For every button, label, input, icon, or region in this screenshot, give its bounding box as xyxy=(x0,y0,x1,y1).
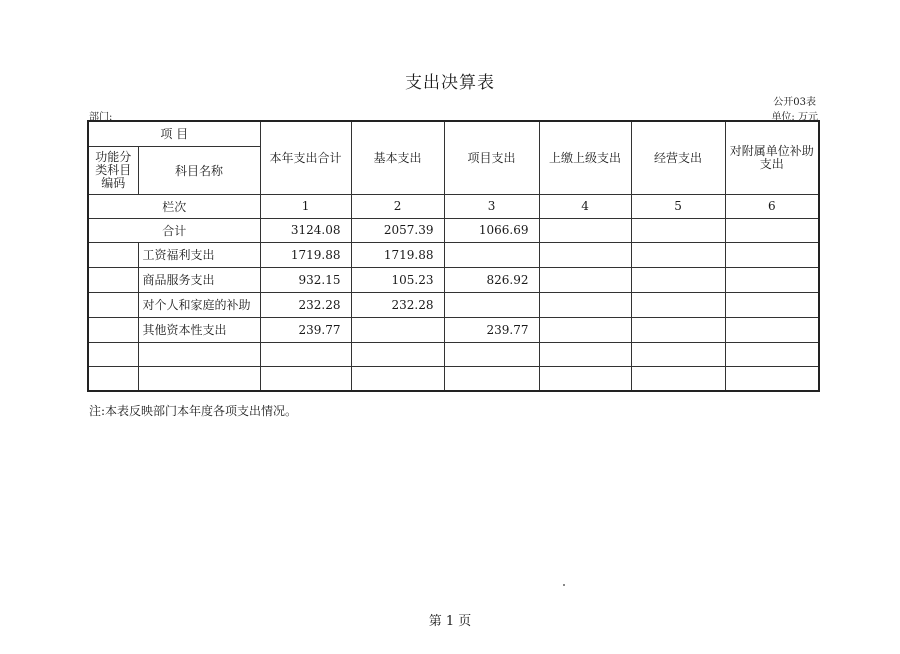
header-item: 项 目 xyxy=(88,121,260,146)
row-value: 239.77 xyxy=(260,317,351,342)
row-code xyxy=(88,342,138,366)
row-name xyxy=(138,342,260,366)
column-num: 4 xyxy=(539,194,631,218)
header-func-code: 功能分类科目编码 xyxy=(88,146,138,194)
row-value xyxy=(725,342,819,366)
row-value: 932.15 xyxy=(260,267,351,292)
row-name: 商品服务支出 xyxy=(138,267,260,292)
row-value xyxy=(725,292,819,317)
report-title: 支出决算表 xyxy=(405,73,495,93)
table-row xyxy=(88,292,819,317)
unit-label: 单位: 万元 xyxy=(771,112,818,123)
row-value xyxy=(444,366,539,391)
table-row xyxy=(88,317,819,342)
row-value xyxy=(725,242,819,267)
table-note: 注:本表反映部门本年度各项支出情况。 xyxy=(89,404,298,418)
total-value xyxy=(631,218,725,242)
row-code xyxy=(88,292,138,317)
column-number-row xyxy=(88,194,819,218)
row-value xyxy=(260,366,351,391)
row-value xyxy=(631,267,725,292)
row-value xyxy=(725,317,819,342)
total-value xyxy=(725,218,819,242)
row-name: 工资福利支出 xyxy=(138,242,260,267)
table-row xyxy=(88,342,819,366)
row-value xyxy=(539,292,631,317)
header-col1: 本年支出合计 xyxy=(260,121,351,194)
total-value: 1066.69 xyxy=(444,218,539,242)
column-num: 2 xyxy=(351,194,444,218)
total-label: 合计 xyxy=(88,218,260,242)
row-value xyxy=(351,366,444,391)
row-code xyxy=(88,317,138,342)
header-col3: 项目支出 xyxy=(444,121,539,194)
total-value: 3124.08 xyxy=(260,218,351,242)
row-value xyxy=(631,317,725,342)
row-value xyxy=(539,342,631,366)
row-value xyxy=(539,242,631,267)
row-value: 232.28 xyxy=(260,292,351,317)
table-row xyxy=(88,242,819,267)
header-col6: 对附属单位补助支出 xyxy=(725,121,819,194)
row-value xyxy=(631,242,725,267)
row-value xyxy=(725,267,819,292)
row-code xyxy=(88,366,138,391)
row-name: 对个人和家庭的补助 xyxy=(138,292,260,317)
header-col4: 上缴上级支出 xyxy=(539,121,631,194)
column-num: 1 xyxy=(260,194,351,218)
row-value xyxy=(260,342,351,366)
row-value xyxy=(351,342,444,366)
column-row-label: 栏次 xyxy=(88,194,260,218)
row-value: 1719.88 xyxy=(351,242,444,267)
form-code: 公开03表 xyxy=(773,97,816,108)
row-value xyxy=(539,366,631,391)
table-row xyxy=(88,366,819,391)
row-value xyxy=(631,292,725,317)
row-code xyxy=(88,242,138,267)
column-num: 6 xyxy=(725,194,819,218)
row-value: 105.23 xyxy=(351,267,444,292)
row-name xyxy=(138,366,260,391)
table-row xyxy=(88,267,819,292)
total-row xyxy=(88,218,819,242)
row-name: 其他资本性支出 xyxy=(138,317,260,342)
row-value xyxy=(725,366,819,391)
column-num: 5 xyxy=(631,194,725,218)
scan-speck xyxy=(563,584,565,586)
row-value xyxy=(539,317,631,342)
row-value xyxy=(444,342,539,366)
row-code xyxy=(88,267,138,292)
row-value xyxy=(444,242,539,267)
column-num: 3 xyxy=(444,194,539,218)
expenditure-table xyxy=(87,120,820,392)
header-row-1 xyxy=(88,121,819,146)
page-number: 第 1 页 xyxy=(428,614,472,629)
header-col2: 基本支出 xyxy=(351,121,444,194)
header-subject-name: 科目名称 xyxy=(138,146,260,194)
row-value xyxy=(631,342,725,366)
row-value: 1719.88 xyxy=(260,242,351,267)
row-value xyxy=(539,267,631,292)
department-label: 部门: xyxy=(89,112,113,123)
total-value: 2057.39 xyxy=(351,218,444,242)
row-value: 239.77 xyxy=(444,317,539,342)
total-value xyxy=(539,218,631,242)
row-value: 232.28 xyxy=(351,292,444,317)
row-value xyxy=(351,317,444,342)
row-value xyxy=(631,366,725,391)
row-value: 826.92 xyxy=(444,267,539,292)
header-col5: 经营支出 xyxy=(631,121,725,194)
row-value xyxy=(444,292,539,317)
